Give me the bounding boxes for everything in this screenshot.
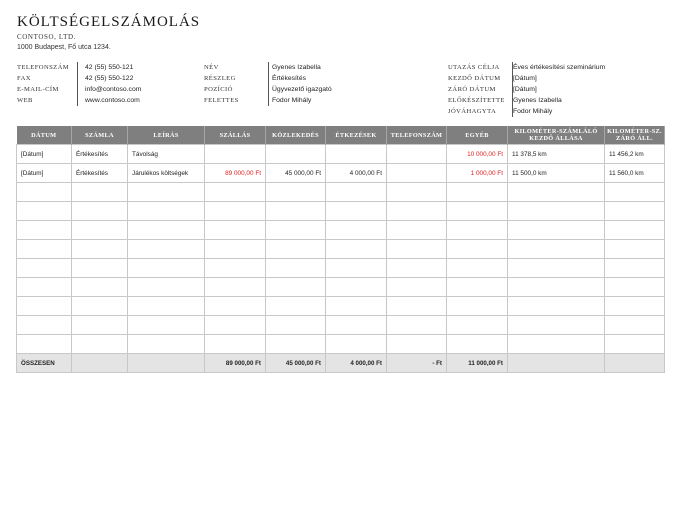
manager-label: FELETTES — [204, 97, 239, 104]
table-cell[interactable]: 10 000,00 Ft — [447, 145, 508, 164]
table-cell[interactable] — [128, 221, 205, 240]
manager-value: Fodor Mihály — [272, 97, 312, 104]
column-header: SZÁLLÁS — [205, 126, 266, 145]
fax-value: 42 (55) 550-122 — [85, 75, 134, 82]
table-cell[interactable] — [605, 316, 665, 335]
trip-purpose-label: UTAZÁS CÉLJA — [448, 64, 500, 71]
email-value[interactable]: info@contoso.com — [85, 86, 142, 93]
end-date-value: [Dátum] — [513, 86, 537, 93]
trip-purpose-value: Éves értékesítési szeminárium — [513, 64, 606, 71]
column-header: DÁTUM — [17, 126, 72, 145]
table-cell[interactable]: Járulékos költségek — [128, 164, 205, 183]
table-cell[interactable] — [72, 240, 128, 259]
table-cell[interactable] — [128, 259, 205, 278]
table-cell[interactable] — [387, 202, 447, 221]
prepared-by-value: Gyenes Izabella — [513, 97, 562, 104]
table-row — [17, 259, 665, 278]
table-cell[interactable] — [266, 145, 326, 164]
table-cell[interactable] — [326, 145, 387, 164]
table-cell[interactable]: 89 000,00 Ft — [205, 164, 266, 183]
table-row — [17, 183, 665, 202]
table-cell[interactable] — [605, 335, 665, 354]
totals-cell: - Ft — [387, 354, 447, 373]
table-cell[interactable] — [266, 316, 326, 335]
table-cell[interactable] — [387, 278, 447, 297]
totals-cell — [72, 354, 128, 373]
table-cell[interactable] — [605, 240, 665, 259]
table-cell[interactable]: 11 500,0 km — [508, 164, 605, 183]
name-value: Gyenes Izabella — [272, 64, 321, 71]
table-cell[interactable] — [205, 202, 266, 221]
trip-info-block — [448, 62, 605, 117]
table-cell[interactable] — [326, 316, 387, 335]
table-cell[interactable] — [326, 259, 387, 278]
column-header: ÉTKEZÉSEK — [326, 126, 387, 145]
table-cell[interactable] — [17, 221, 72, 240]
table-row — [17, 297, 665, 316]
company-name: CONTOSO, LTD. — [17, 33, 76, 41]
table-row — [17, 240, 665, 259]
table-row — [17, 164, 665, 183]
totals-cell — [605, 354, 665, 373]
column-header: KILOMÉTER-SZÁMLÁLÓ KEZDŐ ÁLLÁSA — [508, 126, 605, 145]
table-cell[interactable] — [508, 221, 605, 240]
table-cell[interactable]: 4 000,00 Ft — [326, 164, 387, 183]
table-row — [17, 202, 665, 221]
table-cell[interactable] — [72, 202, 128, 221]
divider — [77, 62, 78, 106]
table-cell[interactable] — [326, 335, 387, 354]
table-cell[interactable] — [508, 202, 605, 221]
table-row — [17, 278, 665, 297]
table-cell[interactable] — [128, 297, 205, 316]
table-cell[interactable] — [266, 335, 326, 354]
fax-label: FAX — [17, 75, 31, 82]
table-cell[interactable]: Értékesítés — [72, 164, 128, 183]
table-cell[interactable] — [205, 297, 266, 316]
name-label: NÉV — [204, 64, 219, 71]
table-cell[interactable] — [72, 316, 128, 335]
table-cell[interactable]: 11 560,0 km — [605, 164, 665, 183]
table-cell[interactable] — [508, 259, 605, 278]
column-header: KILOMÉTER-SZ. ZÁRÓ ÁLL. — [605, 126, 665, 145]
totals-cell: 45 000,00 Ft — [266, 354, 326, 373]
table-cell[interactable] — [17, 278, 72, 297]
table-cell[interactable] — [17, 240, 72, 259]
totals-row — [17, 354, 665, 373]
table-cell[interactable] — [508, 316, 605, 335]
table-cell[interactable] — [17, 259, 72, 278]
web-value[interactable]: www.contoso.com — [85, 97, 140, 104]
table-cell[interactable] — [326, 202, 387, 221]
table-cell[interactable] — [205, 335, 266, 354]
phone-label: TELEFONSZÁM — [17, 64, 70, 71]
start-date-label: KEZDŐ DÁTUM — [448, 75, 501, 82]
table-cell[interactable] — [266, 259, 326, 278]
table-cell[interactable] — [72, 335, 128, 354]
table-cell[interactable] — [326, 297, 387, 316]
end-date-label: ZÁRÓ DÁTUM — [448, 86, 496, 93]
table-cell[interactable] — [387, 145, 447, 164]
department-label: RÉSZLEG — [204, 75, 236, 82]
table-cell[interactable] — [128, 183, 205, 202]
table-cell[interactable] — [128, 202, 205, 221]
table-cell[interactable]: Távolság — [128, 145, 205, 164]
table-cell[interactable] — [205, 183, 266, 202]
table-cell[interactable] — [205, 145, 266, 164]
table-cell[interactable] — [205, 221, 266, 240]
table-cell[interactable] — [128, 316, 205, 335]
table-cell[interactable] — [387, 164, 447, 183]
table-cell[interactable] — [508, 278, 605, 297]
table-cell[interactable]: [Dátum] — [17, 145, 72, 164]
table-cell[interactable] — [508, 297, 605, 316]
column-header: KÖZLEKEDÉS — [266, 126, 326, 145]
column-header: SZÁMLA — [72, 126, 128, 145]
table-cell[interactable] — [266, 297, 326, 316]
table-cell[interactable] — [605, 221, 665, 240]
table-row — [17, 221, 665, 240]
table-cell[interactable] — [387, 259, 447, 278]
table-cell[interactable] — [17, 297, 72, 316]
table-cell[interactable] — [508, 183, 605, 202]
totals-cell — [508, 354, 605, 373]
table-cell[interactable] — [447, 259, 508, 278]
table-row — [17, 145, 665, 164]
table-cell[interactable] — [266, 183, 326, 202]
table-cell[interactable] — [387, 335, 447, 354]
table-cell[interactable]: 11 456,2 km — [605, 145, 665, 164]
column-header: LEÍRÁS — [128, 126, 205, 145]
table-cell[interactable]: 45 000,00 Ft — [266, 164, 326, 183]
table-cell[interactable] — [605, 202, 665, 221]
contact-info-block — [17, 62, 141, 106]
table-cell[interactable] — [447, 221, 508, 240]
table-cell[interactable] — [128, 335, 205, 354]
table-cell[interactable] — [508, 240, 605, 259]
table-cell[interactable]: [Dátum] — [17, 164, 72, 183]
expense-table — [16, 126, 665, 373]
phone-value: 42 (55) 550-121 — [85, 64, 134, 71]
table-row — [17, 335, 665, 354]
divider — [512, 62, 513, 117]
table-cell[interactable] — [205, 259, 266, 278]
position-value: Ügyvezető igazgató — [272, 86, 332, 93]
table-cell[interactable] — [17, 183, 72, 202]
table-cell[interactable] — [326, 183, 387, 202]
table-cell[interactable] — [205, 316, 266, 335]
column-header: TELEFONSZÁM — [387, 126, 447, 145]
table-cell[interactable] — [326, 278, 387, 297]
table-cell[interactable] — [387, 240, 447, 259]
approved-by-label: JÓVÁHAGYTA — [448, 108, 497, 115]
web-label: WEB — [17, 97, 33, 104]
table-cell[interactable] — [72, 259, 128, 278]
table-cell[interactable] — [447, 335, 508, 354]
table-cell[interactable] — [387, 316, 447, 335]
table-cell[interactable] — [447, 202, 508, 221]
table-cell[interactable] — [205, 240, 266, 259]
table-cell[interactable] — [72, 297, 128, 316]
report-title: KÖLTSÉGELSZÁMOLÁS — [17, 14, 201, 30]
divider — [268, 62, 269, 106]
table-cell[interactable] — [326, 221, 387, 240]
company-address: 1000 Budapest, Fő utca 1234. — [17, 44, 111, 51]
table-cell[interactable] — [447, 278, 508, 297]
table-cell[interactable] — [508, 335, 605, 354]
start-date-value: [Dátum] — [513, 75, 537, 82]
table-cell[interactable] — [266, 221, 326, 240]
table-cell[interactable] — [128, 240, 205, 259]
table-row — [17, 316, 665, 335]
table-cell[interactable] — [447, 297, 508, 316]
table-cell[interactable]: Értékesítés — [72, 145, 128, 164]
table-cell[interactable]: 1 000,00 Ft — [447, 164, 508, 183]
table-cell[interactable]: 11 378,5 km — [508, 145, 605, 164]
table-cell[interactable] — [447, 240, 508, 259]
department-value: Értékesítés — [272, 75, 306, 82]
table-cell[interactable] — [72, 221, 128, 240]
table-cell[interactable] — [387, 183, 447, 202]
table-cell[interactable] — [72, 183, 128, 202]
table-cell[interactable] — [17, 316, 72, 335]
table-cell[interactable] — [17, 335, 72, 354]
table-cell[interactable] — [17, 202, 72, 221]
table-cell[interactable] — [387, 221, 447, 240]
totals-cell: 11 000,00 Ft — [447, 354, 508, 373]
table-cell[interactable] — [205, 278, 266, 297]
approved-by-value: Fodor Mihály — [513, 108, 553, 115]
table-cell[interactable] — [447, 183, 508, 202]
table-cell[interactable] — [266, 240, 326, 259]
totals-cell — [128, 354, 205, 373]
table-cell[interactable] — [72, 278, 128, 297]
table-cell[interactable] — [605, 259, 665, 278]
table-cell[interactable] — [326, 240, 387, 259]
prepared-by-label: ELŐKÉSZÍTETTE — [448, 97, 505, 104]
table-cell[interactable] — [605, 278, 665, 297]
email-label: E-MAIL-CÍM — [17, 86, 59, 93]
totals-cell: 4 000,00 Ft — [326, 354, 387, 373]
table-cell[interactable] — [266, 202, 326, 221]
table-cell[interactable] — [605, 183, 665, 202]
totals-cell: 89 000,00 Ft — [205, 354, 266, 373]
table-cell[interactable] — [387, 297, 447, 316]
table-cell[interactable] — [605, 297, 665, 316]
table-cell[interactable] — [128, 278, 205, 297]
column-header: EGYÉB — [447, 126, 508, 145]
totals-label: ÖSSZESEN — [17, 354, 72, 373]
table-header-row — [17, 126, 665, 145]
table-cell[interactable] — [266, 278, 326, 297]
table-cell[interactable] — [447, 316, 508, 335]
position-label: POZÍCIÓ — [204, 86, 233, 93]
